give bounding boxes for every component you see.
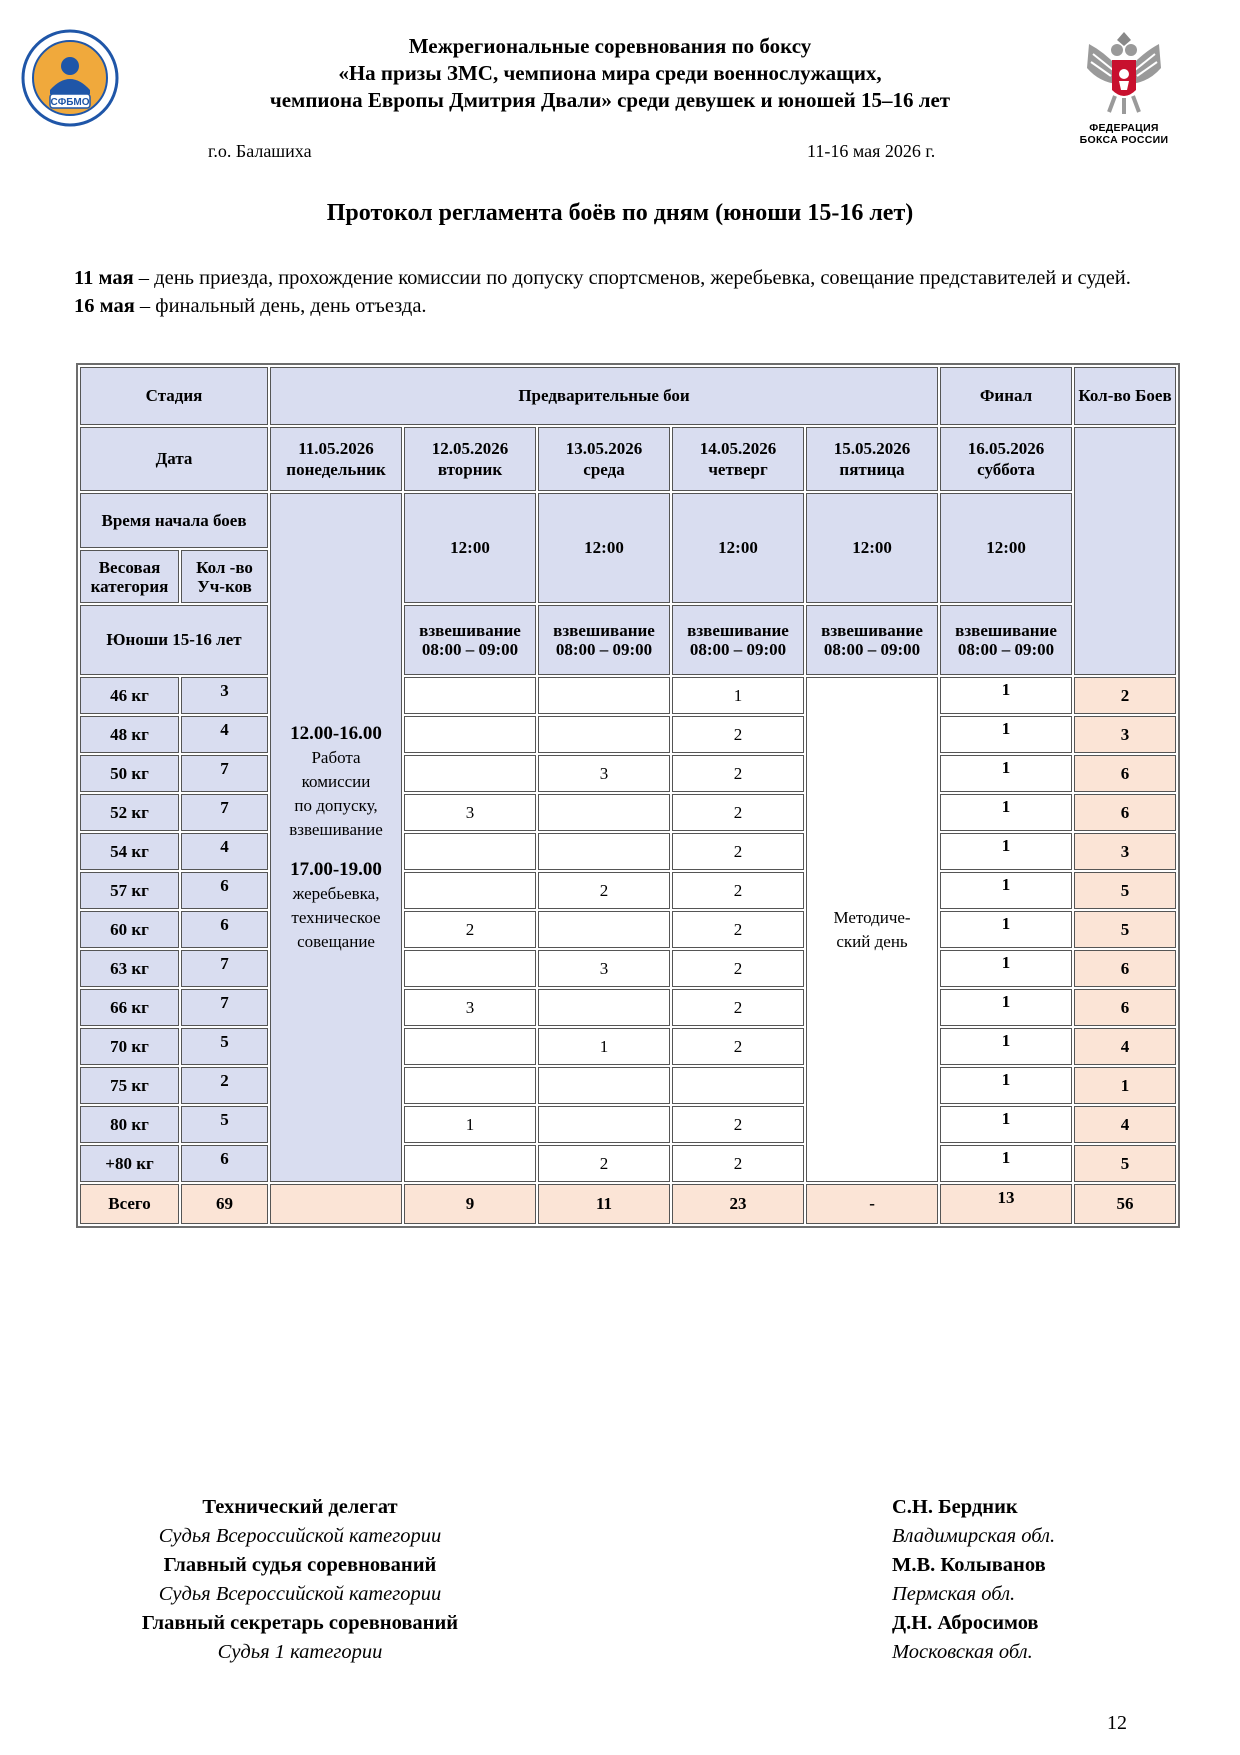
federation-label-line2: БОКСА РОССИИ [1079,134,1169,146]
bouts-day3-cell: 3 [538,755,670,792]
bouts-day3-cell: 3 [538,950,670,987]
bouts-day2-cell [404,833,536,870]
weight-category-cell: 46 кг [80,677,179,714]
sig-role-chief-judge: Главный судья соревнований [163,1554,437,1576]
note-final-day [74,292,1174,320]
weighin-day5 [806,605,938,675]
header-row-date [80,427,1176,491]
total-day3-cell: 11 [538,1184,670,1224]
eagle-emblem-icon [1079,24,1169,120]
total-bouts-cell: 4 [1074,1106,1176,1143]
bouts-day3-cell: 2 [538,872,670,909]
total-bouts-cell: 6 [1074,950,1176,987]
bouts-day2-cell: 3 [404,989,536,1026]
bouts-day4-cell: 2 [672,1106,804,1143]
methodical-day-text-2: ский день [836,931,908,951]
bouts-day3-cell [538,833,670,870]
bouts-day2-cell [404,755,536,792]
bouts-day3-cell [538,989,670,1026]
bout-schedule-table [76,363,1180,1228]
note-final-text: – финальный день, день отъезда. [134,295,427,317]
final-bouts-cell: 1 [940,794,1072,831]
sfbmo-logo [20,28,120,128]
weight-category-cell: 52 кг [80,794,179,831]
total-bouts-cell: 6 [1074,755,1176,792]
heading-line-1: Межрегиональные соревнования по боксу [408,34,812,58]
final-bouts-cell: 1 [940,716,1072,753]
bouts-day2-cell [404,1145,536,1182]
heading-line-3: чемпиона Европы Дмитрия Двали» среди девушек и юношей 15–16 лет [269,88,951,112]
event-dates: 11-16 мая 2026 г. [807,141,936,161]
table-row [80,1028,1176,1065]
final-bouts-cell: 1 [940,989,1072,1026]
methodical-day-cell [806,677,938,1182]
sig-name-tech-delegate: С.Н. Бердник [892,1496,1018,1518]
participants-cell: 7 [181,950,268,987]
table-row [80,755,1176,792]
participants-cell: 6 [181,1145,268,1182]
weight-category-cell: 48 кг [80,716,179,753]
start-time-day3: 12:00 [538,493,670,603]
participants-cell: 6 [181,911,268,948]
bouts-day2-cell [404,950,536,987]
total-bouts-grand-cell: 56 [1074,1184,1176,1224]
day-weekday: среда [583,460,625,479]
table-row [80,716,1176,753]
total-bouts-cell: 6 [1074,989,1176,1026]
header-start-time: Время начала боев [80,493,268,548]
start-time-day5: 12:00 [806,493,938,603]
final-bouts-cell: 1 [940,1145,1072,1182]
weight-category-cell: 75 кг [80,1067,179,1104]
weight-category-cell: 50 кг [80,755,179,792]
table-row [80,677,1176,714]
total-final-cell: 13 [940,1184,1072,1224]
day-header-3 [538,427,670,491]
signatures-roles [0,1493,600,1667]
bouts-day3-cell [538,1106,670,1143]
table-row [80,872,1176,909]
weight-category-cell: 70 кг [80,1028,179,1065]
day-date: 14.05.2026 [699,439,777,458]
sig-name-chief-judge: М.В. Колыванов [892,1554,1046,1576]
sig-region-tech-delegate: Владимирская обл. [892,1525,1056,1547]
total-day4-cell: 23 [672,1184,804,1224]
participants-cell: 7 [181,989,268,1026]
sig-role-chief-secretary: Главный секретарь соревнований [141,1612,459,1634]
bouts-day2-cell [404,1067,536,1104]
venue-city: г.о. Балашиха [208,141,312,161]
commission-desc-2b: техническое [291,907,381,927]
table-row [80,1106,1176,1143]
weight-category-cell: 66 кг [80,989,179,1026]
logo-left-text: СФБМО [50,97,90,108]
weight-category-cell: 54 кг [80,833,179,870]
participants-cell: 6 [181,872,268,909]
weighin-label: взвешивание [553,621,655,640]
table-row [80,1067,1176,1104]
weighin-time: 08:00 – 09:00 [555,640,653,659]
day-header-6 [940,427,1072,491]
bouts-day3-cell [538,911,670,948]
participants-cell: 4 [181,833,268,870]
bouts-day4-cell: 2 [672,1145,804,1182]
weighin-time: 08:00 – 09:00 [421,640,519,659]
bouts-day2-cell [404,872,536,909]
signatures-names [892,1493,1055,1667]
final-bouts-cell: 1 [940,833,1072,870]
note-arrival-day [74,264,1174,292]
participants-cell: 7 [181,755,268,792]
participants-cell: 5 [181,1028,268,1065]
note-final-label: 16 мая [74,295,135,317]
sig-region-chief-secretary: Московская обл. [892,1641,1033,1663]
commission-time-2: 17.00-19.00 [290,858,382,880]
header-prelim: Предварительные бои [270,367,938,425]
final-bouts-cell: 1 [940,911,1072,948]
federation-label [1074,122,1174,146]
weight-category-cell: +80 кг [80,1145,179,1182]
federation-label-line1: ФЕДЕРАЦИЯ [1089,122,1159,134]
note-arrival-label: 11 мая [74,267,134,289]
bouts-day4-cell: 2 [672,989,804,1026]
weighin-time: 08:00 – 09:00 [957,640,1055,659]
day-header-1 [270,427,402,491]
commission-time-1: 12.00-16.00 [290,722,382,744]
bouts-day4-cell: 2 [672,911,804,948]
start-time-day6: 12:00 [940,493,1072,603]
day-weekday: пятница [839,460,905,479]
total-label-cell: Всего [80,1184,179,1224]
day-date: 11.05.2026 [298,439,374,458]
total-bouts-cell: 2 [1074,677,1176,714]
final-bouts-cell: 1 [940,677,1072,714]
commission-desc-1b: комиссии [301,771,371,791]
schedule-notes [74,264,1174,320]
weighin-day2 [404,605,536,675]
final-bouts-cell: 1 [940,1028,1072,1065]
sig-name-chief-secretary: Д.Н. Абросимов [892,1612,1039,1634]
commission-day-cell [270,493,402,1182]
bouts-day4-cell: 2 [672,950,804,987]
bouts-day3-cell [538,716,670,753]
weighin-time: 08:00 – 09:00 [689,640,787,659]
day-header-4 [672,427,804,491]
weighin-day4 [672,605,804,675]
final-bouts-cell: 1 [940,950,1072,987]
participants-cell: 7 [181,794,268,831]
note-arrival-text: – день приезда, прохождение комиссии по допуску спортсменов, жеребьевка, совещание представителей и судей. [133,267,1131,289]
header-row-weighin [80,605,1176,675]
total-bouts-cell: 5 [1074,1145,1176,1182]
bouts-day2-cell [404,1028,536,1065]
bouts-day4-cell: 1 [672,677,804,714]
weighin-label: взвешивание [955,621,1057,640]
day-date: 13.05.2026 [565,439,643,458]
day-header-2 [404,427,536,491]
sig-cat-chief-secretary: Судья 1 категории [217,1641,383,1663]
sig-cat-tech-delegate: Судья Всероссийской категории [158,1525,442,1547]
header-weight-category: Весовая категория [80,550,179,603]
competition-heading [170,33,1050,114]
commission-desc-1d: взвешивание [289,819,383,839]
total-day1-cell [270,1184,402,1224]
document-title: Протокол регламента боёв по дням (юноши 15-16 лет) [326,200,914,226]
participants-cell: 5 [181,1106,268,1143]
commission-desc-1c: по допуску, [294,795,378,815]
bouts-day3-cell: 2 [538,1145,670,1182]
weighin-label: взвешивание [821,621,923,640]
day-date: 12.05.2026 [431,439,509,458]
header-participants: Кол -во Уч-ков [181,550,268,603]
page-number: 12 [1107,1712,1127,1734]
total-day2-cell: 9 [404,1184,536,1224]
final-bouts-cell: 1 [940,1067,1072,1104]
weighin-day6 [940,605,1072,675]
participants-cell: 4 [181,716,268,753]
commission-desc-2c: совещание [297,931,375,951]
bouts-day3-cell [538,1067,670,1104]
bouts-day3-cell: 1 [538,1028,670,1065]
header-final: Финал [940,367,1072,425]
count-header-blank [1074,427,1176,675]
header-date: Дата [80,427,268,491]
weight-category-cell: 60 кг [80,911,179,948]
totals-row [80,1184,1176,1224]
total-participants-cell: 69 [181,1184,268,1224]
total-bouts-cell: 3 [1074,716,1176,753]
table-row [80,989,1176,1026]
total-bouts-cell: 4 [1074,1028,1176,1065]
weight-category-cell: 63 кг [80,950,179,987]
day-weekday: вторник [437,460,503,479]
bouts-day4-cell: 2 [672,872,804,909]
day-date: 16.05.2026 [967,439,1045,458]
bouts-day2-cell [404,677,536,714]
bouts-day3-cell [538,677,670,714]
table-row [80,833,1176,870]
final-bouts-cell: 1 [940,755,1072,792]
bouts-day4-cell: 2 [672,1028,804,1065]
total-bouts-cell: 5 [1074,911,1176,948]
participants-cell: 3 [181,677,268,714]
total-bouts-cell: 6 [1074,794,1176,831]
bouts-day2-cell [404,716,536,753]
header-bout-count: Кол-во Боев [1074,367,1176,425]
weighin-day3 [538,605,670,675]
total-bouts-cell: 5 [1074,872,1176,909]
table-row [80,794,1176,831]
bouts-day4-cell [672,1067,804,1104]
sig-cat-chief-judge: Судья Всероссийской категории [158,1583,442,1605]
boxing-federation-logo [1074,24,1174,152]
bouts-day3-cell [538,794,670,831]
bouts-day4-cell: 2 [672,833,804,870]
bouts-day4-cell: 2 [672,716,804,753]
bouts-day2-cell: 2 [404,911,536,948]
start-time-day2: 12:00 [404,493,536,603]
header-row-stage [80,367,1176,425]
weighin-time: 08:00 – 09:00 [823,640,921,659]
methodical-day-text-1: Методиче- [833,907,911,927]
day-date: 15.05.2026 [833,439,911,458]
heading-line-2: «На призы ЗМС, чемпиона мира среди военнослужащих, [338,61,882,85]
weighin-label: взвешивание [419,621,521,640]
bouts-day2-cell: 1 [404,1106,536,1143]
commission-desc-1a: Работа [311,747,361,767]
final-bouts-cell: 1 [940,872,1072,909]
weighin-label: взвешивание [687,621,789,640]
day-weekday: понедельник [286,460,386,479]
sig-region-chief-judge: Пермская обл. [892,1583,1016,1605]
sig-role-tech-delegate: Технический делегат [202,1496,398,1518]
table-row [80,1145,1176,1182]
total-bouts-cell: 3 [1074,833,1176,870]
header-age-group: Юноши 15-16 лет [80,605,268,675]
header-row-start-time [80,493,1176,548]
table-row [80,911,1176,948]
table-row [80,950,1176,987]
participants-cell: 2 [181,1067,268,1104]
bouts-day4-cell: 2 [672,755,804,792]
weight-category-cell: 57 кг [80,872,179,909]
bouts-day2-cell: 3 [404,794,536,831]
weight-category-cell: 80 кг [80,1106,179,1143]
header-stage: Стадия [80,367,268,425]
start-time-day4: 12:00 [672,493,804,603]
final-bouts-cell: 1 [940,1106,1072,1143]
bouts-day4-cell: 2 [672,794,804,831]
day-weekday: четверг [708,460,768,479]
commission-desc-2a: жеребьевка, [292,883,380,903]
day-weekday: суббота [977,460,1035,479]
day-header-5 [806,427,938,491]
total-bouts-cell: 1 [1074,1067,1176,1104]
total-day5-cell: - [806,1184,938,1224]
